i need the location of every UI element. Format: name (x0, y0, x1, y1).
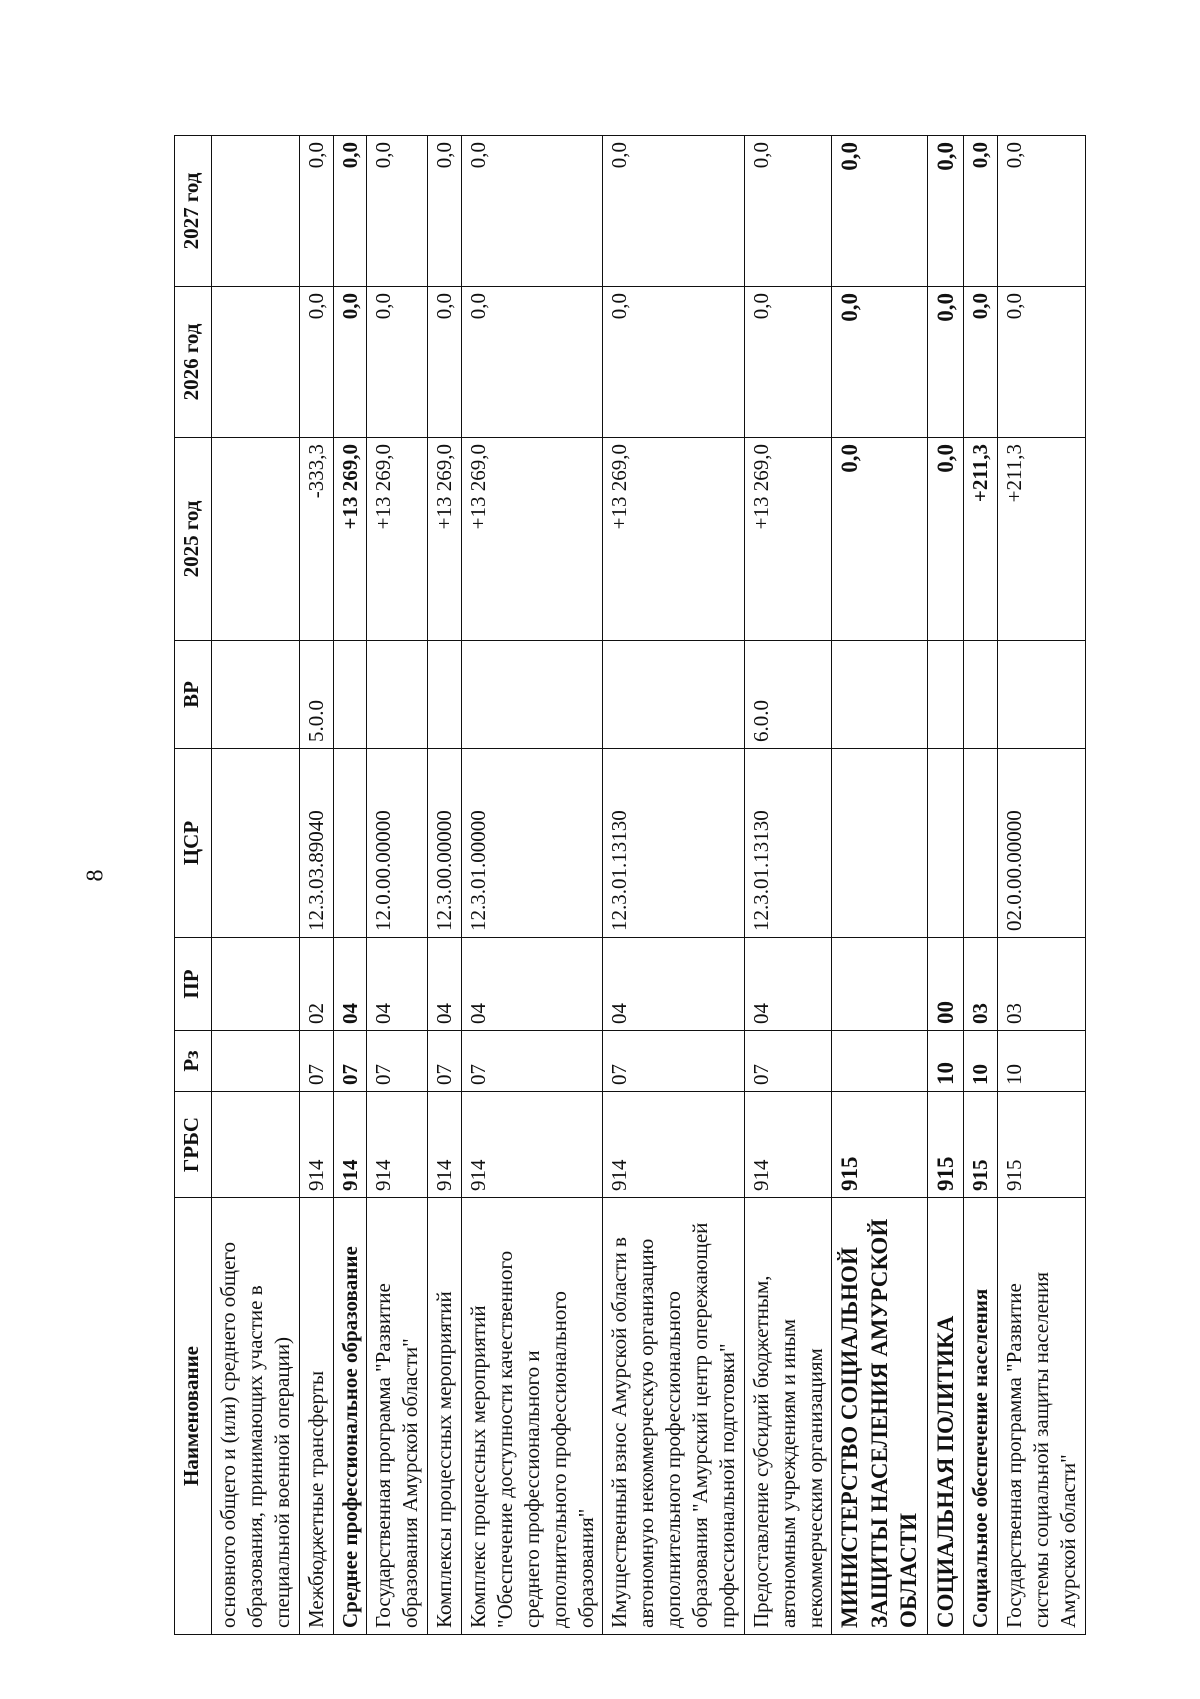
cell-2027: 0,0 (832, 136, 927, 287)
cell-2025: +13 269,0 (428, 438, 462, 641)
cell-grbs: 915 (998, 1092, 1086, 1198)
cell-vr (212, 641, 300, 749)
cell-vr (927, 641, 963, 749)
cell-rz: 10 (998, 1031, 1086, 1092)
cell-name: МИНИСТЕРСТВО СОЦИАЛЬНОЙ ЗАЩИТЫ НАСЕЛЕНИЯ АМУРСКОЙ ОБЛАСТИ (832, 1198, 927, 1635)
cell-pr: 04 (428, 938, 462, 1031)
table-header-row (175, 136, 212, 1635)
cell-rz: 07 (367, 1031, 428, 1092)
cell-2027: 0,0 (964, 136, 998, 287)
table-body (212, 136, 1086, 1635)
cell-pr: 04 (744, 938, 832, 1031)
cell-csr: 02.0.00.00000 (998, 749, 1086, 938)
header-rz: Рз (175, 1031, 212, 1092)
table-row (998, 136, 1086, 1635)
cell-csr: 12.0.00.00000 (367, 749, 428, 938)
cell-vr: 6.0.0 (744, 641, 832, 749)
page-number: 8 (82, 869, 109, 882)
cell-2026: 0,0 (927, 287, 963, 438)
cell-vr (998, 641, 1086, 749)
cell-2026: 0,0 (603, 287, 744, 438)
cell-2025: 0,0 (832, 438, 927, 641)
cell-rz: 07 (428, 1031, 462, 1092)
cell-rz: 07 (462, 1031, 603, 1092)
cell-2025: +13 269,0 (744, 438, 832, 641)
cell-2025: +13 269,0 (367, 438, 428, 641)
cell-2026: 0,0 (367, 287, 428, 438)
header-pr: ПР (175, 938, 212, 1031)
cell-rz (212, 1031, 300, 1092)
cell-csr (212, 749, 300, 938)
cell-2025: +13 269,0 (603, 438, 744, 641)
cell-grbs (212, 1092, 300, 1198)
cell-csr (333, 749, 367, 938)
cell-2026: 0,0 (998, 287, 1086, 438)
cell-2025 (212, 438, 300, 641)
cell-pr (832, 938, 927, 1031)
cell-name: основного общего и (или) среднего общего образования, принимающих участие в специальной военной операции) (212, 1198, 300, 1635)
table-row (832, 136, 927, 1635)
header-name: Наименование (175, 1198, 212, 1635)
cell-name: Комплекс процессных мероприятий "Обеспечение доступности качественного среднего профессионального и дополнительного профессионального образования" (462, 1198, 603, 1635)
table-row (428, 136, 462, 1635)
cell-vr (428, 641, 462, 749)
cell-grbs: 915 (927, 1092, 963, 1198)
cell-csr: 12.3.01.00000 (462, 749, 603, 938)
cell-2026: 0,0 (964, 287, 998, 438)
rotated-page-content (174, 136, 1200, 1635)
header-2025: 2025 год (175, 438, 212, 641)
table-row (603, 136, 744, 1635)
cell-rz: 07 (603, 1031, 744, 1092)
table-row (744, 136, 832, 1635)
cell-grbs: 914 (367, 1092, 428, 1198)
cell-vr (603, 641, 744, 749)
cell-2027 (212, 136, 300, 287)
cell-grbs: 914 (299, 1092, 333, 1198)
cell-vr: 5.0.0 (299, 641, 333, 749)
cell-2025: 0,0 (927, 438, 963, 641)
header-grbs: ГРБС (175, 1092, 212, 1198)
cell-csr: 12.3.03.89040 (299, 749, 333, 938)
cell-2027: 0,0 (603, 136, 744, 287)
cell-rz (832, 1031, 927, 1092)
cell-name: Государственная программа "Развитие системы социальной защиты населения Амурской области" (998, 1198, 1086, 1635)
cell-rz: 07 (333, 1031, 367, 1092)
cell-pr (212, 938, 300, 1031)
cell-2027: 0,0 (998, 136, 1086, 287)
budget-table (174, 135, 1086, 1635)
header-2026: 2026 год (175, 287, 212, 438)
cell-pr: 04 (367, 938, 428, 1031)
cell-grbs: 914 (462, 1092, 603, 1198)
cell-pr: 04 (603, 938, 744, 1031)
cell-rz: 10 (927, 1031, 963, 1092)
header-vr: ВР (175, 641, 212, 749)
cell-pr: 03 (964, 938, 998, 1031)
cell-2027: 0,0 (333, 136, 367, 287)
cell-grbs: 915 (964, 1092, 998, 1198)
cell-vr (333, 641, 367, 749)
cell-name: Комплексы процессных мероприятий (428, 1198, 462, 1635)
cell-2027: 0,0 (428, 136, 462, 287)
cell-pr: 04 (333, 938, 367, 1031)
cell-2026: 0,0 (462, 287, 603, 438)
table-row (212, 136, 300, 1635)
cell-name: Социальное обеспечение населения (964, 1198, 998, 1635)
cell-2026: 0,0 (333, 287, 367, 438)
cell-rz: 07 (299, 1031, 333, 1092)
table-row (333, 136, 367, 1635)
cell-name: Имущественный взнос Амурской области в автономную некоммерческую организацию дополнительного профессионального образования "Амурский центр опережающей профессиональной подготовки" (603, 1198, 744, 1635)
cell-pr: 03 (998, 938, 1086, 1031)
cell-2027: 0,0 (462, 136, 603, 287)
cell-2025: +13 269,0 (462, 438, 603, 641)
cell-csr (927, 749, 963, 938)
cell-csr: 12.3.01.13130 (744, 749, 832, 938)
cell-grbs: 914 (428, 1092, 462, 1198)
cell-2027: 0,0 (299, 136, 333, 287)
cell-grbs: 914 (744, 1092, 832, 1198)
cell-2025: +211,3 (964, 438, 998, 641)
cell-csr (832, 749, 927, 938)
cell-csr: 12.3.01.13130 (603, 749, 744, 938)
table-row (367, 136, 428, 1635)
cell-2026: 0,0 (428, 287, 462, 438)
table-row (462, 136, 603, 1635)
cell-vr (367, 641, 428, 749)
cell-name: Государственная программа "Развитие образования Амурской области" (367, 1198, 428, 1635)
cell-name: СОЦИАЛЬНАЯ ПОЛИТИКА (927, 1198, 963, 1635)
header-2027: 2027 год (175, 136, 212, 287)
cell-grbs: 915 (832, 1092, 927, 1198)
cell-2027: 0,0 (744, 136, 832, 287)
cell-rz: 10 (964, 1031, 998, 1092)
table-row (964, 136, 998, 1635)
cell-name: Предоставление субсидий бюджетным, автономным учреждениям и иным некоммерческим организациям (744, 1198, 832, 1635)
cell-rz: 07 (744, 1031, 832, 1092)
cell-2026 (212, 287, 300, 438)
cell-2026: 0,0 (744, 287, 832, 438)
table-row (927, 136, 963, 1635)
cell-2025: +13 269,0 (333, 438, 367, 641)
cell-vr (964, 641, 998, 749)
cell-vr (462, 641, 603, 749)
cell-csr: 12.3.00.00000 (428, 749, 462, 938)
cell-2026: 0,0 (299, 287, 333, 438)
cell-pr: 00 (927, 938, 963, 1031)
table-row (299, 136, 333, 1635)
cell-pr: 04 (462, 938, 603, 1031)
header-csr: ЦСР (175, 749, 212, 938)
cell-name: Среднее профессиональное образование (333, 1198, 367, 1635)
cell-grbs: 914 (333, 1092, 367, 1198)
cell-2026: 0,0 (832, 287, 927, 438)
cell-2027: 0,0 (927, 136, 963, 287)
cell-pr: 02 (299, 938, 333, 1031)
cell-vr (832, 641, 927, 749)
cell-2025: +211,3 (998, 438, 1086, 641)
cell-2025: -333,3 (299, 438, 333, 641)
cell-name: Межбюджетные трансферты (299, 1198, 333, 1635)
cell-csr (964, 749, 998, 938)
cell-grbs: 914 (603, 1092, 744, 1198)
cell-2027: 0,0 (367, 136, 428, 287)
